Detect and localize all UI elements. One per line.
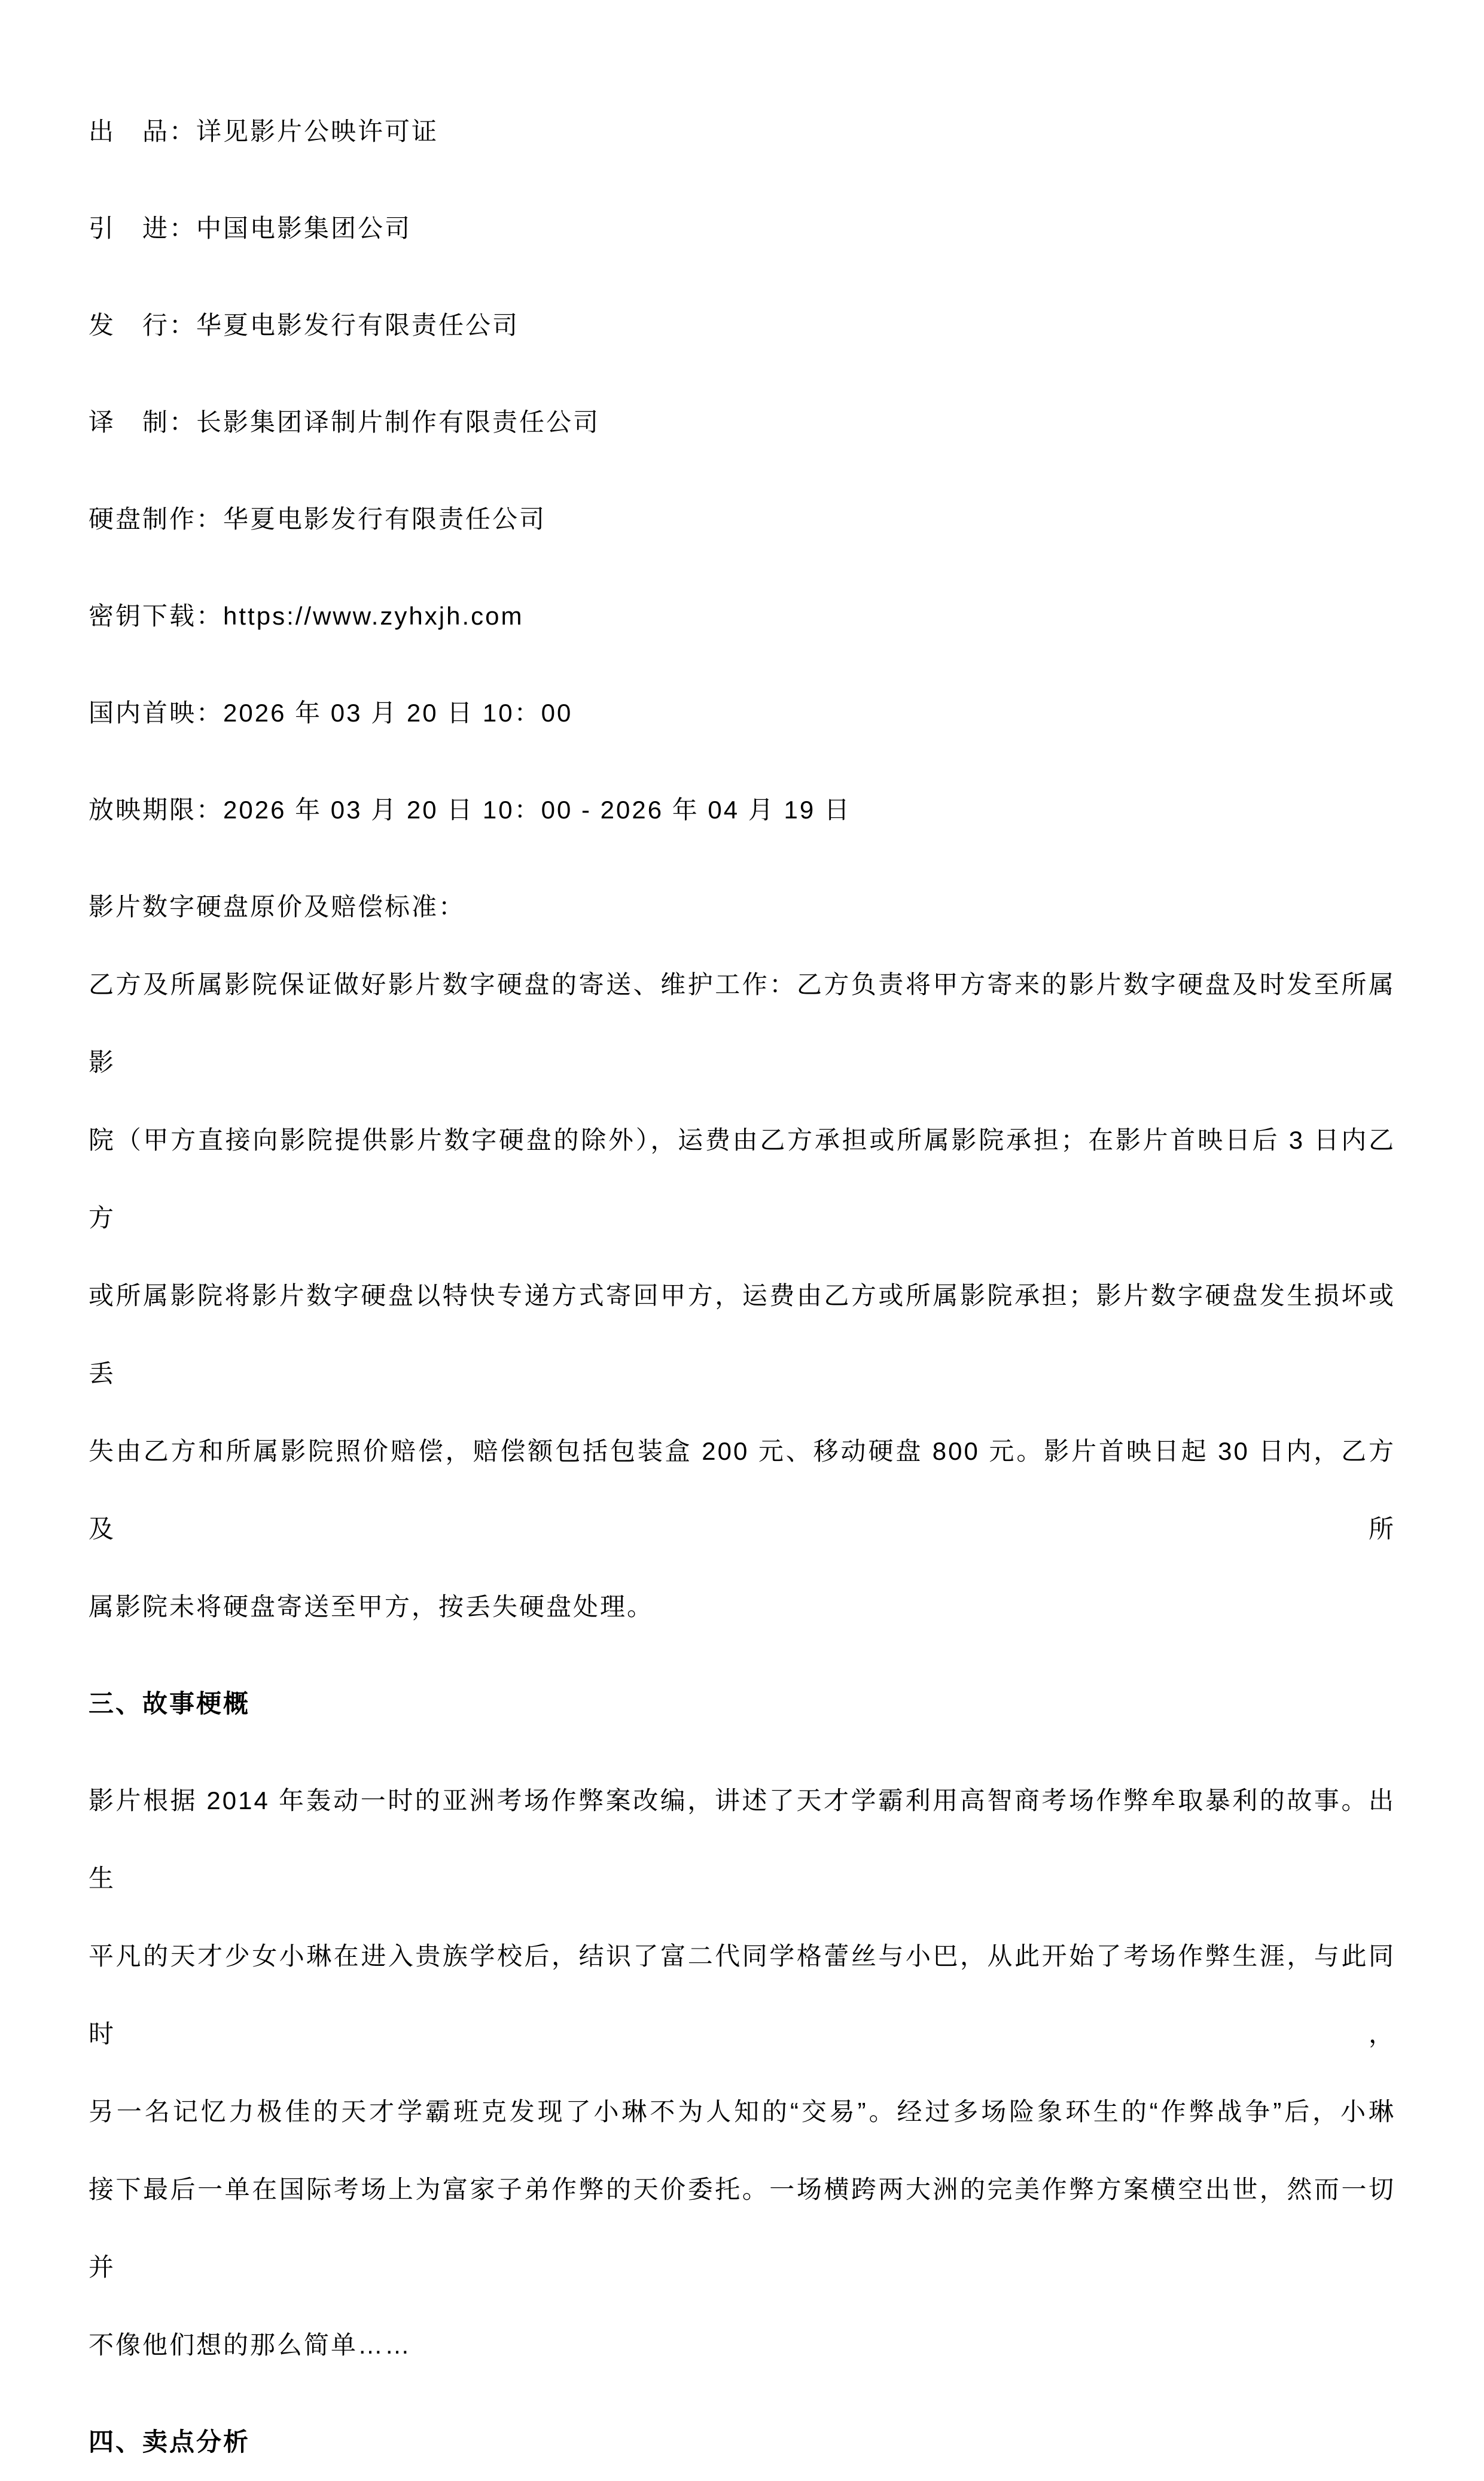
info-value-import: 中国电影集团公司 xyxy=(196,214,412,242)
info-value-domestic-premiere: 2026 年 03 月 20 日 10：00 xyxy=(223,699,573,727)
synopsis-paragraph xyxy=(89,1762,1395,2384)
info-row-screening-period xyxy=(89,771,1395,849)
synopsis-text-line: 接下最后一单在国际考场上为富家子弟作弊的天价委托。一场横跨两大洲的完美作弊方案横空出世，然而一切并 xyxy=(89,2175,1395,2281)
standards-text-line: 属影院未将硬盘寄送至甲方，按丢失硬盘处理。 xyxy=(89,1593,654,1621)
info-value-dubbing: 长影集团译制片制作有限责任公司 xyxy=(196,408,601,436)
info-row-key-download xyxy=(89,577,1395,655)
synopsis-heading: 三、故事梗概 xyxy=(89,1689,251,1718)
info-row-dubbing xyxy=(89,383,1395,461)
info-row-harddisk-production xyxy=(89,480,1395,558)
standards-text-line: 院（甲方直接向影院提供影片数字硬盘的除外），运费由乙方承担或所属影院承担；在影片首映日后 3 日内乙方 xyxy=(89,1126,1395,1232)
standards-paragraph xyxy=(89,946,1395,1646)
synopsis-text-line: 不像他们想的那么简单…… xyxy=(89,2331,412,2359)
info-value-distribution: 华夏电影发行有限责任公司 xyxy=(196,311,520,339)
info-value-screening-period: 2026 年 03 月 20 日 10：00 - 2026 年 04 月 19 日 xyxy=(223,796,851,824)
standards-text-line: 或所属影院将影片数字硬盘以特快专递方式寄回甲方，运费由乙方或所属影院承担；影片数字硬盘发生损坏或丢 xyxy=(89,1281,1395,1387)
info-row-import xyxy=(89,190,1395,267)
standards-text-line: 乙方及所属影院保证做好影片数字硬盘的寄送、维护工作：乙方负责将甲方寄来的影片数字硬盘及时发至所属影 xyxy=(89,970,1395,1076)
info-label-distribution: 发 行： xyxy=(89,311,197,339)
info-row-distribution xyxy=(89,287,1395,364)
info-value-harddisk-production: 华夏电影发行有限责任公司 xyxy=(223,505,547,533)
info-row-production xyxy=(89,93,1395,171)
info-value-production: 详见影片公映许可证 xyxy=(196,117,439,145)
info-value-key-download-url: https://www.zyhxjh.com xyxy=(223,602,524,630)
info-row-domestic-premiere xyxy=(89,674,1395,752)
synopsis-text-line: 平凡的天才少女小琳在进入贵族学校后，结识了富二代同学格蕾丝与小巴，从此开始了考场作弊生涯，与此同时， xyxy=(89,1942,1395,2048)
standards-title: 影片数字硬盘原价及赔偿标准： xyxy=(89,893,466,921)
info-label-key-download: 密钥下载： xyxy=(89,602,224,630)
info-label-screening-period: 放映期限： xyxy=(89,796,224,824)
info-label-harddisk-production: 硬盘制作： xyxy=(89,505,224,533)
info-label-import: 引 进： xyxy=(89,214,197,242)
standards-text-line: 失由乙方和所属影院照价赔偿，赔偿额包括包装盒 200 元、移动硬盘 800 元。影片首映日起 30 日内，乙方及所 xyxy=(89,1437,1395,1543)
info-label-production: 出 品： xyxy=(89,117,197,145)
synopsis-text-line: 另一名记忆力极佳的天才学霸班克发现了小琳不为人知的“交易”。经过多场险象环生的“作弊战争”后，小琳 xyxy=(89,2098,1395,2126)
info-label-dubbing: 译 制： xyxy=(89,408,197,436)
selling-points-heading: 四、卖点分析 xyxy=(89,2428,251,2456)
info-label-domestic-premiere: 国内首映： xyxy=(89,699,224,727)
synopsis-text-line: 影片根据 2014 年轰动一时的亚洲考场作弊案改编，讲述了天才学霸利用高智商考场作弊牟取暴利的故事。出生 xyxy=(89,1786,1395,1892)
